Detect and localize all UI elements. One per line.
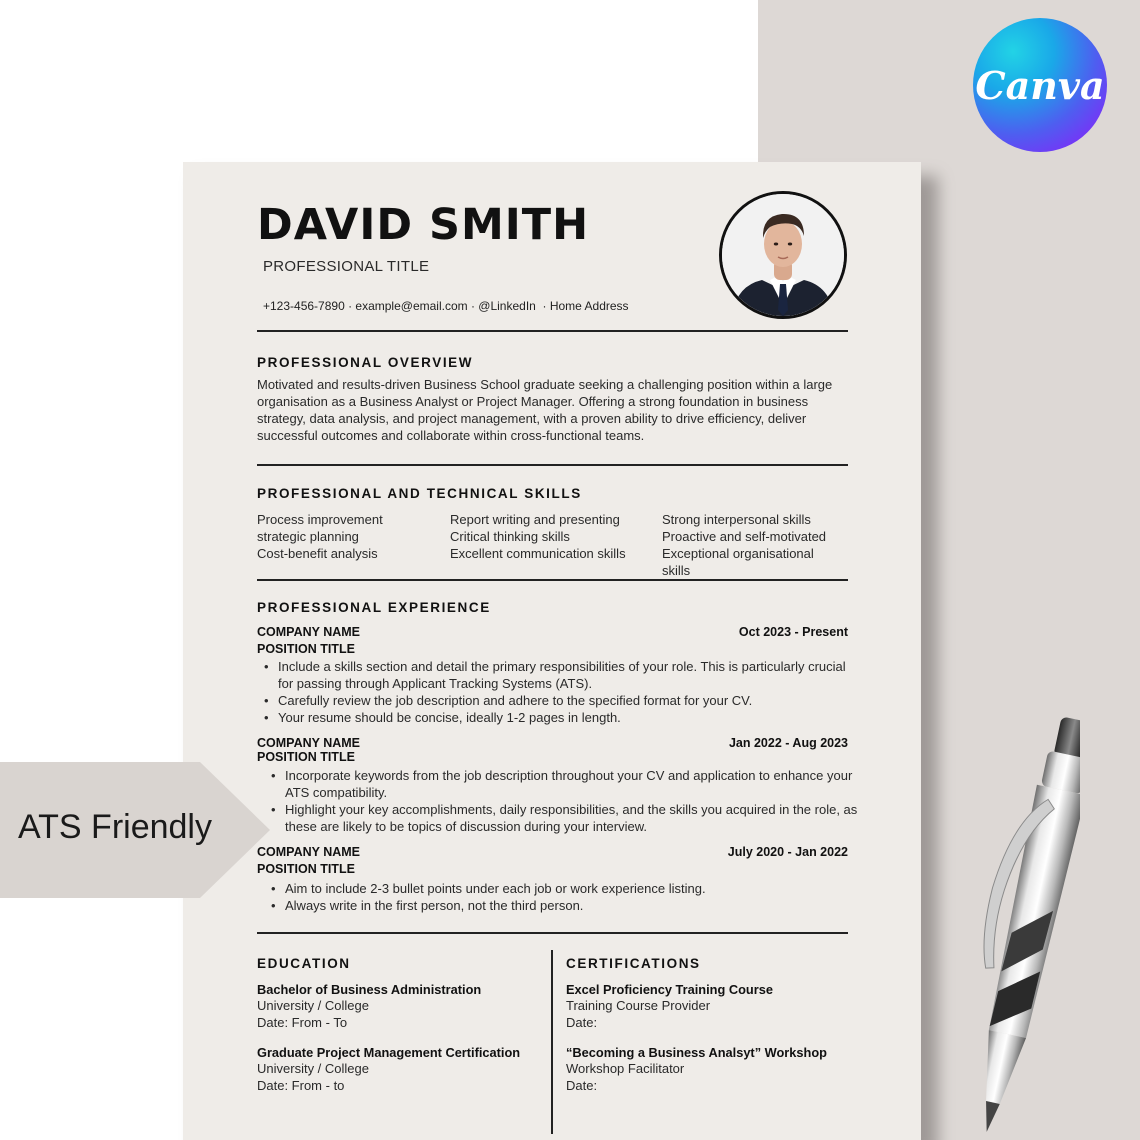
experience-divider <box>257 932 848 934</box>
person-photo-icon <box>722 194 844 316</box>
job-3-dates: July 2020 - Jan 2022 <box>727 845 848 859</box>
certification-provider: Training Course Provider <box>566 998 711 1013</box>
certifications-heading: CERTIFICATIONS <box>566 956 701 971</box>
bullet-item: • Carefully review the job description and adhere to the specified format for your CV. <box>278 692 853 709</box>
education-item <box>257 982 481 1031</box>
education-date: Date: From - to <box>257 1078 345 1093</box>
skill-item: Proactive and self-motivated <box>662 529 827 544</box>
bullet-item: • Aim to include 2-3 bullet points under each job or work experience listing. <box>285 880 855 897</box>
skill-item: Process improvement <box>257 512 383 527</box>
job-2-company: COMPANY NAME <box>257 736 361 750</box>
education-item <box>257 1045 520 1094</box>
skill-item: Excellent communication skills <box>450 546 626 561</box>
overview-heading: PROFESSIONAL OVERVIEW <box>257 355 474 370</box>
job-3-company: COMPANY NAME <box>257 845 361 859</box>
job-1-company: COMPANY NAME <box>257 625 361 639</box>
certification-item <box>566 1045 827 1094</box>
certification-title: “Becoming a Business Analsyt” Workshop <box>566 1045 827 1060</box>
job-1-dates: Oct 2023 - Present <box>738 625 848 639</box>
profile-photo <box>719 191 847 319</box>
education-degree: Bachelor of Business Administration <box>257 982 482 997</box>
skill-item: skills <box>662 563 691 578</box>
skills-divider <box>257 579 848 581</box>
canva-logo <box>973 18 1107 152</box>
job-3-bullets <box>285 880 855 914</box>
skills-column-2 <box>450 511 626 562</box>
education-date: Date: From - To <box>257 1015 348 1030</box>
job-2-dates: Jan 2022 - Aug 2023 <box>728 736 848 750</box>
job-2-bullets <box>285 767 860 835</box>
skill-item: Strong interpersonal skills <box>662 512 811 527</box>
resume-contact-line: +123-456-7890 · example@email.com · @LinkedIn · Home Address <box>263 299 629 313</box>
resume-name: DAVID SMITH <box>257 200 590 250</box>
skill-item: Cost-benefit analysis <box>257 546 378 561</box>
job-1-bullets <box>278 658 853 726</box>
header-divider <box>257 330 848 332</box>
bullet-item: • Always write in the first person, not the third person. <box>285 897 855 914</box>
skills-column-1 <box>257 511 383 562</box>
certification-provider: Workshop Facilitator <box>566 1061 685 1076</box>
job-2-position: POSITION TITLE <box>257 750 355 764</box>
skill-item: Exceptional organisational <box>662 546 814 561</box>
certification-date: Date: <box>566 1015 598 1030</box>
skill-item: Report writing and presenting <box>450 512 620 527</box>
job-3-position: POSITION TITLE <box>257 862 355 876</box>
bullet-item: • Your resume should be concise, ideally 1-2 pages in length. <box>278 709 853 726</box>
resume-professional-title: PROFESSIONAL TITLE <box>263 258 430 275</box>
certification-item <box>566 982 773 1031</box>
education-institution: University / College <box>257 998 369 1013</box>
skills-heading: PROFESSIONAL AND TECHNICAL SKILLS <box>257 486 582 501</box>
skills-column-3 <box>662 511 826 579</box>
bullet-item: • Highlight your key accomplishments, daily responsibilities, and the skills you acquired in the role, as these are likely to be topics of discussion during your interview. <box>285 801 860 835</box>
skill-item: strategic planning <box>257 529 359 544</box>
education-degree: Graduate Project Management Certification <box>257 1045 521 1060</box>
bullet-item: • Include a skills section and detail the primary responsibilities of your role. This is particularly crucial for passing through Applicant Tracking Systems (ATS). <box>278 658 853 692</box>
experience-heading: PROFESSIONAL EXPERIENCE <box>257 600 491 615</box>
bullet-item: • Incorporate keywords from the job description throughout your CV and application to enhance your ATS compatibility. <box>285 767 860 801</box>
canva-logo-text: Canva <box>975 62 1105 108</box>
certification-date: Date: <box>566 1078 598 1093</box>
education-certification-divider <box>551 950 553 1134</box>
education-heading: EDUCATION <box>257 956 351 971</box>
skill-item: Critical thinking skills <box>450 529 570 544</box>
pen-icon <box>900 700 1080 1140</box>
job-1-position: POSITION TITLE <box>257 642 355 656</box>
certification-title: Excel Proficiency Training Course <box>566 982 773 997</box>
overview-divider <box>257 464 848 466</box>
overview-text: Motivated and results-driven Business School graduate seeking a challenging position within a large organisation as a Business Analyst or Project Manager. Offering a strong foundation in business strategy, data analysis, and project management, with a proven ability to drive efficiency, deliver successful outcomes and collaborate within cross-functional teams. <box>257 377 833 443</box>
ats-friendly-label: ATS Friendly <box>18 808 212 846</box>
education-institution: University / College <box>257 1061 369 1076</box>
